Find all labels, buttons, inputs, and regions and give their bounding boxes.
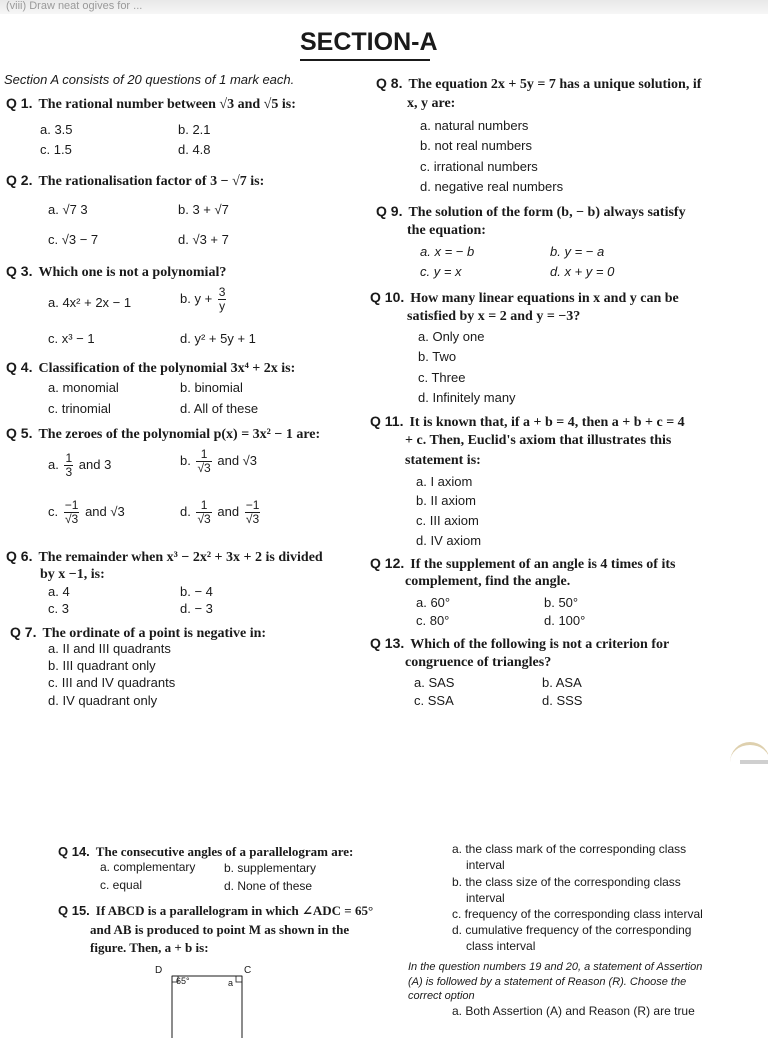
question-text: The solution of the form (b, − b) always satisfy bbox=[408, 205, 686, 220]
q5-d-numerator-2: −1 bbox=[245, 498, 260, 512]
question-text: How many linear equations in x and y can be bbox=[410, 291, 679, 306]
question-12 bbox=[370, 555, 675, 573]
q1-option-d[interactable]: d. 4.8 bbox=[178, 142, 211, 157]
q14-option-a[interactable]: a. complementary bbox=[100, 860, 196, 874]
figure-angle-65: 65° bbox=[176, 976, 190, 986]
question-text: If ABCD is a parallelogram in which ∠ADC = 65° bbox=[95, 903, 374, 918]
q18-option-d-line-1: d. cumulative frequency of the corresponding bbox=[452, 923, 692, 937]
q5-option-b[interactable] bbox=[180, 448, 257, 475]
q12-option-c[interactable]: c. 80° bbox=[416, 613, 450, 628]
question-13 bbox=[370, 635, 669, 653]
q8-option-c[interactable]: c. irrational numbers bbox=[420, 159, 538, 174]
q9-option-d[interactable]: d. x + y = 0 bbox=[550, 264, 615, 279]
q7-option-c[interactable]: c. III and IV quadrants bbox=[48, 675, 176, 690]
q3-option-d[interactable]: d. y² + 5y + 1 bbox=[180, 331, 256, 346]
assertion-instructions-line-3: correct option bbox=[408, 990, 475, 1002]
q5-c-prefix: c. bbox=[48, 503, 59, 519]
question-text: The rationalisation factor of 3 − √7 is: bbox=[38, 174, 265, 189]
q12-option-a[interactable]: a. 60° bbox=[416, 595, 451, 610]
q8-option-d[interactable]: d. negative real numbers bbox=[420, 179, 564, 194]
question-6-line-2: by x −1, is: bbox=[40, 567, 105, 582]
q18-option-b-line-1: b. the class size of the corresponding class bbox=[452, 875, 681, 889]
question-number: Q 5. bbox=[6, 425, 33, 441]
question-text: The equation 2x + 5y = 7 has a unique solution, if bbox=[408, 77, 702, 92]
q18-option-d[interactable] bbox=[452, 923, 691, 937]
question-text: Which of the following is not a criterion for bbox=[410, 637, 670, 652]
question-number: Q 1. bbox=[6, 95, 33, 111]
q5-a-prefix: a. bbox=[48, 456, 59, 472]
question-text: It is known that, if a + b = 4, then a + b + c = 4 bbox=[409, 415, 685, 430]
q5-c-denominator: √3 bbox=[64, 512, 79, 526]
q5-a-numerator: 1 bbox=[65, 451, 73, 465]
question-number: Q 11. bbox=[370, 413, 404, 429]
question-5 bbox=[6, 425, 320, 443]
question-4 bbox=[6, 359, 295, 377]
figure-label-a: a bbox=[228, 978, 234, 988]
question-text: The remainder when x³ − 2x² + 3x + 2 is divided bbox=[38, 550, 323, 565]
q2-option-d[interactable]: d. √3 + 7 bbox=[178, 232, 229, 247]
q10-option-b[interactable]: b. Two bbox=[418, 349, 457, 364]
question-11 bbox=[370, 413, 685, 431]
question-number: Q 13. bbox=[370, 635, 405, 651]
question-text: The zeroes of the polynomial p(x) = 3x² − 1 are: bbox=[38, 427, 321, 442]
question-text: The consecutive angles of a parallelogram are: bbox=[95, 844, 354, 859]
question-2 bbox=[6, 172, 264, 190]
q18-option-b-line-2: interval bbox=[466, 891, 505, 905]
question-15 bbox=[58, 903, 373, 919]
q5-option-d[interactable] bbox=[180, 499, 262, 526]
q3-b-numerator: 3 bbox=[218, 285, 226, 299]
q4-option-a[interactable]: a. monomial bbox=[48, 380, 119, 395]
question-12-line-2: complement, find the angle. bbox=[405, 574, 571, 589]
q9-option-a[interactable]: a. x = − b bbox=[420, 244, 475, 259]
q18-option-d-line-2: class interval bbox=[466, 939, 536, 953]
q6-option-c[interactable]: c. 3 bbox=[48, 601, 69, 616]
question-text: The ordinate of a point is negative in: bbox=[42, 626, 267, 641]
q5-c-fraction bbox=[64, 499, 80, 526]
q4-option-c[interactable]: c. trinomial bbox=[48, 401, 111, 416]
question-text: The rational number between √3 and √5 is: bbox=[38, 97, 296, 112]
q12-option-b[interactable]: b. 50° bbox=[544, 595, 579, 610]
question-number: Q 2. bbox=[6, 172, 33, 188]
q5-option-c[interactable] bbox=[48, 499, 125, 526]
question-8-line-2: x, y are: bbox=[407, 96, 456, 111]
q5-c-numerator: −1 bbox=[64, 498, 79, 512]
q13-option-c[interactable]: c. SSA bbox=[414, 693, 454, 708]
question-text: If the supplement of an angle is 4 times of its bbox=[410, 557, 676, 572]
q5-b-numerator: 1 bbox=[196, 448, 211, 462]
q14-option-c[interactable]: c. equal bbox=[100, 878, 143, 892]
q8-option-b[interactable]: b. not real numbers bbox=[420, 138, 533, 153]
q5-option-a[interactable] bbox=[48, 452, 111, 479]
q18-option-b[interactable] bbox=[452, 875, 681, 889]
assertion-instructions-line-2: (A) is followed by a statement of Reason (R). Choose the bbox=[408, 976, 687, 988]
q18-option-a[interactable] bbox=[452, 842, 686, 856]
figure-label-c: C bbox=[244, 965, 252, 976]
question-10 bbox=[370, 289, 679, 307]
q5-b-denominator: √3 bbox=[197, 461, 211, 475]
question-9-line-2: the equation: bbox=[407, 223, 486, 238]
q4-option-b[interactable]: b. binomial bbox=[180, 380, 243, 395]
question-number: Q 8. bbox=[376, 75, 403, 91]
q5-d-middle: and bbox=[217, 503, 240, 519]
q9-option-c[interactable]: c. y = x bbox=[420, 264, 462, 279]
q3-b-denominator: y bbox=[219, 299, 226, 313]
assertion-option-a[interactable]: a. Both Assertion (A) and Reason (R) are true bbox=[452, 1004, 695, 1018]
question-6 bbox=[6, 548, 323, 566]
question-14 bbox=[58, 844, 353, 860]
q2-option-a[interactable]: a. √7 3 bbox=[48, 202, 88, 217]
q2-option-c[interactable]: c. √3 − 7 bbox=[48, 232, 99, 247]
q8-option-a[interactable]: a. natural numbers bbox=[420, 118, 529, 133]
q5-d-fraction-2 bbox=[245, 499, 261, 526]
q10-option-a[interactable]: a. Only one bbox=[418, 329, 485, 344]
question-13-line-2: congruence of triangles? bbox=[405, 655, 552, 670]
q3-option-c[interactable]: c. x³ − 1 bbox=[48, 331, 95, 346]
q6-option-d[interactable]: d. − 3 bbox=[180, 601, 213, 616]
header-strip-text: (viii) Draw neat ogives for ... bbox=[6, 0, 143, 12]
question-3 bbox=[6, 263, 226, 281]
question-9 bbox=[376, 203, 686, 221]
title-underline bbox=[300, 59, 430, 61]
q12-option-d[interactable]: d. 100° bbox=[544, 613, 586, 628]
question-1 bbox=[6, 95, 296, 113]
q7-option-b[interactable]: b. III quadrant only bbox=[48, 658, 156, 673]
question-number: Q 4. bbox=[6, 359, 33, 375]
q5-c-suffix: and √3 bbox=[85, 503, 125, 519]
q18-option-c[interactable]: c. frequency of the corresponding class interval bbox=[452, 907, 703, 921]
q1-option-a[interactable]: a. 3.5 bbox=[40, 122, 73, 137]
q5-a-fraction bbox=[64, 452, 73, 479]
q13-option-a[interactable]: a. SAS bbox=[414, 675, 455, 690]
q18-option-a-line-2: interval bbox=[466, 858, 505, 872]
figure-angle-mark-c bbox=[236, 976, 242, 982]
q3-option-b[interactable] bbox=[180, 286, 228, 313]
question-number: Q 14. bbox=[58, 844, 90, 859]
q11-option-d[interactable]: d. IV axiom bbox=[416, 533, 482, 548]
question-15-line-2: and AB is produced to point M as shown in the bbox=[90, 922, 350, 937]
question-11-line-2: + c. Then, Euclid's axiom that illustrates this bbox=[405, 433, 672, 448]
figure-label-d: D bbox=[155, 965, 163, 976]
q10-option-c[interactable]: c. Three bbox=[418, 370, 466, 385]
question-text: Classification of the polynomial 3x⁴ + 2x is: bbox=[38, 361, 296, 376]
question-number: Q 3. bbox=[6, 263, 33, 279]
q5-b-suffix: and √3 bbox=[217, 452, 258, 468]
q5-d-prefix: d. bbox=[180, 503, 191, 519]
q5-a-suffix: and 3 bbox=[78, 456, 112, 472]
question-number: Q 12. bbox=[370, 555, 405, 571]
q5-d-fraction-1 bbox=[196, 499, 211, 526]
q14-option-d[interactable]: d. None of these bbox=[224, 879, 313, 893]
q14-option-b[interactable]: b. supplementary bbox=[224, 861, 317, 875]
q9-option-b[interactable]: b. y = − a bbox=[550, 244, 605, 259]
question-7 bbox=[10, 624, 266, 642]
q11-option-c[interactable]: c. III axiom bbox=[416, 513, 479, 528]
q11-option-a[interactable]: a. I axiom bbox=[416, 474, 473, 489]
q10-option-d[interactable]: d. Infinitely many bbox=[418, 390, 516, 405]
q3-option-a[interactable]: a. 4x² + 2x − 1 bbox=[48, 295, 132, 310]
question-number: Q 15. bbox=[58, 903, 90, 918]
question-10-line-2: satisfied by x = 2 and y = −3? bbox=[407, 309, 581, 324]
section-title: SECTION-A bbox=[300, 28, 438, 56]
question-11-line-3: statement is: bbox=[405, 453, 481, 468]
question-number: Q 6. bbox=[6, 548, 33, 564]
q5-d-denominator-2: √3 bbox=[245, 512, 260, 526]
q3-b-prefix: b. y + bbox=[180, 290, 213, 306]
q1-option-b[interactable]: b. 2.1 bbox=[178, 122, 211, 137]
question-text: Which one is not a polynomial? bbox=[38, 265, 227, 280]
q7-option-a[interactable]: a. II and III quadrants bbox=[48, 641, 171, 656]
q5-d-numerator-1: 1 bbox=[196, 499, 211, 513]
question-number: Q 7. bbox=[10, 624, 37, 640]
q18-option-a-line-1: a. the class mark of the corresponding class bbox=[452, 842, 687, 856]
q13-option-d[interactable]: d. SSS bbox=[542, 693, 583, 708]
q3-b-fraction bbox=[218, 286, 227, 313]
q13-option-b[interactable]: b. ASA bbox=[542, 675, 582, 690]
assertion-instructions-line-1: In the question numbers 19 and 20, a statement of Assertion bbox=[408, 961, 703, 973]
question-number: Q 10. bbox=[370, 289, 405, 305]
question-8 bbox=[376, 75, 701, 93]
q2-option-b[interactable]: b. 3 + √7 bbox=[178, 202, 229, 217]
q5-b-prefix: b. bbox=[180, 452, 191, 468]
section-intro: Section A consists of 20 questions of 1 mark each. bbox=[4, 72, 295, 87]
question-15-line-3: figure. Then, a + b is: bbox=[90, 940, 209, 955]
q5-a-denominator: 3 bbox=[65, 465, 73, 479]
q7-option-d[interactable]: d. IV quadrant only bbox=[48, 693, 158, 708]
q11-option-b[interactable]: b. II axiom bbox=[416, 493, 476, 508]
q1-option-c[interactable]: c. 1.5 bbox=[40, 142, 72, 157]
q6-option-b[interactable]: b. − 4 bbox=[180, 584, 213, 599]
q5-d-denominator-1: √3 bbox=[197, 512, 211, 526]
q4-option-d[interactable]: d. All of these bbox=[180, 401, 259, 416]
q6-option-a[interactable]: a. 4 bbox=[48, 584, 70, 599]
question-number: Q 9. bbox=[376, 203, 403, 219]
q5-b-fraction bbox=[196, 448, 211, 475]
page-curl-shadow bbox=[740, 760, 768, 764]
